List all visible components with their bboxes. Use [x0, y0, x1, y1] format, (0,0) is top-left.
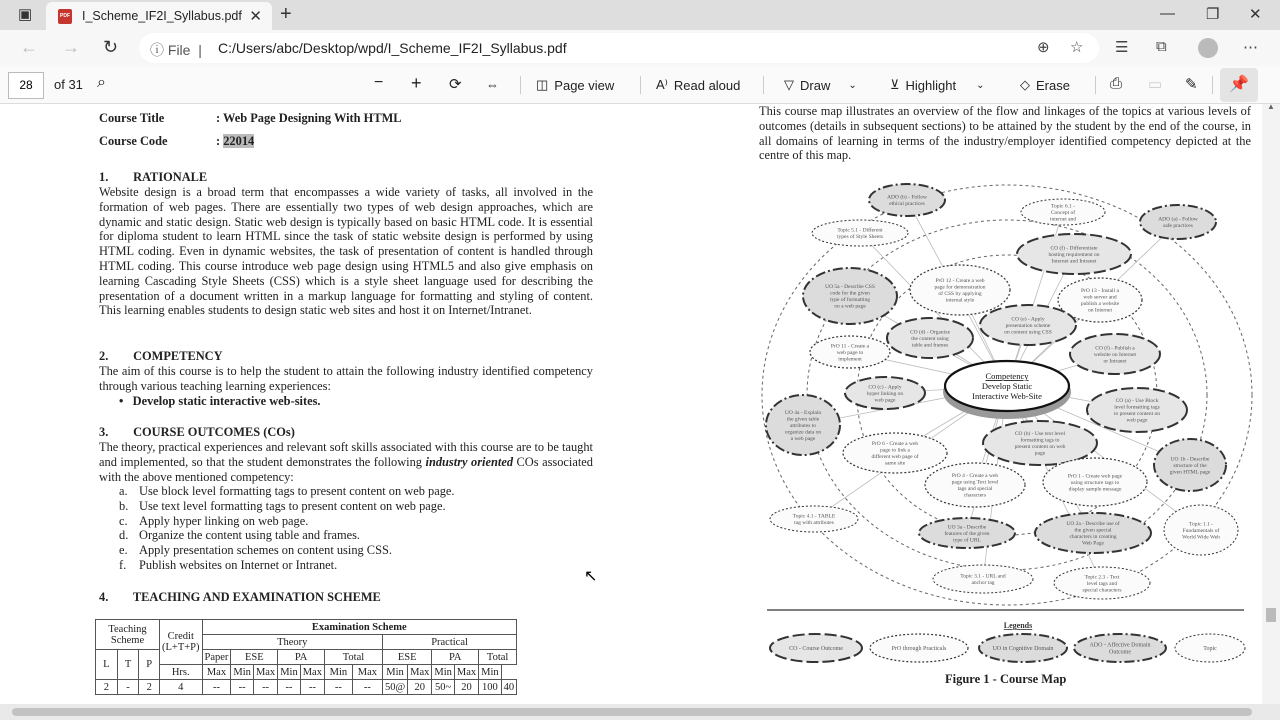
pdf-icon: PDF [58, 9, 72, 24]
outcome-key: f. [119, 557, 127, 572]
more-menu-icon[interactable]: ⋯ [1243, 39, 1258, 56]
map-node-co [845, 377, 925, 409]
node-label-line: the content using [911, 335, 949, 342]
outcome-key: d. [119, 528, 129, 543]
th-min: Min [231, 665, 254, 680]
tab-title: I_Scheme_IF2I_Syllabus.pdf [82, 9, 242, 23]
outcomes-intro-text-end: COs associated with the above mentioned competency: [99, 454, 594, 484]
course-title: : Web Page Designing With HTML [216, 111, 402, 125]
outcome-text: Apply hyper linking on web page. [139, 513, 309, 528]
legend-item [870, 634, 968, 662]
th-min: Min [382, 665, 407, 680]
node-label-line: PrO 12 - Create a web [935, 278, 985, 285]
node-label-line: implement [838, 356, 862, 363]
node-label-line: Outcome [1109, 649, 1131, 656]
zoom-icon[interactable]: ⊕ [1037, 39, 1050, 56]
th-credit: Credit (L+T+P) [160, 620, 203, 665]
section-competency-heading: 2. COMPETENCY [99, 349, 223, 363]
map-node-uo [1154, 439, 1226, 491]
node-label-line: the given special [1074, 527, 1112, 534]
chevron-down-icon[interactable]: ⌄ [848, 79, 857, 91]
competency-text: Interactive Web-Site [972, 391, 1042, 401]
th-min: Min [479, 665, 502, 680]
map-node-pro [810, 336, 890, 368]
highlight-label: Highlight [905, 77, 957, 93]
outcome-text: Organize the content using table and frames. [139, 528, 361, 543]
node-label-line: given HTML page [1169, 469, 1211, 476]
zoom-in-button[interactable]: + [411, 73, 422, 93]
node-label-line: CO (a) - Use Block [1115, 398, 1159, 405]
map-node-pro [925, 463, 1025, 507]
th-theory: Theory [202, 635, 382, 650]
node-label-line: characters in creating [1069, 534, 1117, 541]
node-label-line: CO - Course Outcome [789, 646, 843, 652]
table-cell: -- [300, 680, 324, 695]
table-cell: -- [231, 680, 254, 695]
node-label-line: PrO 11 - Create a [830, 343, 870, 350]
close-tab-icon[interactable]: ✕ [249, 8, 262, 25]
rotate-button[interactable]: ⟳ [449, 76, 462, 93]
outcome-text: Use block level formatting tags to present content on web page. [139, 484, 455, 498]
map-node-pro [1043, 458, 1147, 506]
node-label-line: Topic 5.1 - Different [837, 227, 883, 234]
node-label-line: of CSS by applying [938, 291, 982, 298]
divider [1212, 76, 1213, 94]
tab-actions-icon[interactable]: ▣ [18, 6, 33, 23]
section-scheme-heading: 4. TEACHING AND EXAMINATION SCHEME [99, 590, 381, 604]
map-node-topic [1164, 505, 1238, 555]
node-label-line: code for the given [830, 290, 870, 297]
highlight-button[interactable] [890, 77, 985, 93]
course-code-label: Course Code [99, 134, 168, 148]
outcome-text: Apply presentation schemes on content using CSS. [139, 543, 392, 558]
th-total: Total [324, 650, 382, 665]
map-node-co [1017, 234, 1131, 274]
th-paper: Paper [202, 650, 231, 665]
table-cell: - [117, 680, 139, 695]
map-node-topic [812, 220, 908, 246]
legend-item [979, 634, 1067, 662]
th-teaching: Teaching Scheme [96, 620, 160, 650]
outcome-text: Publish websites on Internet or Intranet. [139, 557, 338, 572]
node-label-line: the given table [786, 416, 820, 423]
map-node-topic [770, 506, 858, 532]
table-cell: -- [253, 680, 277, 695]
divider [640, 76, 641, 94]
node-label-line: hyper linking on [866, 390, 904, 397]
th-min: Min [432, 665, 455, 680]
th-min: Min [278, 665, 301, 680]
outcome-key: a. [119, 484, 128, 498]
map-node-ado [1140, 205, 1216, 239]
node-label-line: web page to [836, 349, 864, 356]
node-label-line: on a web page [834, 303, 866, 310]
node-label-line: internet and [1049, 216, 1077, 223]
map-node-pro [843, 433, 947, 473]
node-label-line: PrO 1 - Create web page [1067, 473, 1123, 480]
th-min: Min [324, 665, 352, 680]
outcome-key: e. [119, 543, 128, 558]
node-label-line: PrO 13 - Install a [1081, 288, 1119, 295]
draw-icon: ▽ [784, 77, 794, 92]
node-label-line: table and frames [911, 342, 949, 349]
node-label-line: website on Internet [1093, 351, 1137, 358]
competency-text: Competency [985, 371, 1029, 381]
refresh-button[interactable]: ↻ [103, 37, 119, 57]
map-node-co [887, 318, 973, 358]
node-label-line: presentation scheme [1005, 322, 1051, 329]
map-node-uo [803, 268, 897, 324]
legend-title: Legends [1003, 621, 1033, 630]
node-label-line: Concept of [1050, 209, 1076, 216]
section-outcomes-heading: 3. COURSE OUTCOMES (COs) [99, 425, 295, 439]
th-total: Total [479, 650, 517, 665]
save-icon[interactable]: ▭ [1148, 76, 1163, 93]
course-map-diagram [0, 104, 1262, 704]
forward-button[interactable]: → [62, 37, 80, 57]
node-label-line: PrO 6 - Create a web [871, 441, 919, 448]
table-cell: 20 [454, 680, 478, 695]
save-as-icon[interactable]: ✎ [1185, 76, 1198, 93]
page-view-label: Page view [554, 77, 615, 93]
node-label-line: internal style [945, 297, 975, 304]
map-node-pro [910, 265, 1010, 315]
th-exam: Examination Scheme [202, 620, 517, 635]
node-label-line: CO (e) - Apply [1011, 316, 1045, 323]
node-label-line: ADO (b) - Follow [887, 194, 927, 201]
map-node-topic [1021, 199, 1105, 225]
node-label-line: Topic 6.1 - [1051, 203, 1075, 210]
node-label-line: special characters [1082, 587, 1122, 594]
table-cell: 50@ [382, 680, 407, 695]
node-label-line: CO (b) - Use text level [1014, 431, 1066, 438]
node-label-line: publish a website [1080, 301, 1120, 308]
table-cell: -- [324, 680, 352, 695]
node-label-line: page for demonstration [934, 284, 986, 291]
node-label-line: Web Page [1081, 540, 1105, 547]
competency-text: The aim of this course is to help the student to attain the following industry identified competency through various teaching learning experiences: [99, 364, 593, 393]
outcomes-intro-text: The theory, practical experiences and relevant soft skills associated with this course are to be taught and implemented, so that the student demonstrates the following [99, 440, 593, 469]
zoom-out-button[interactable]: − [374, 74, 384, 91]
node-label-line: on content using CSS [1004, 329, 1052, 336]
divider [520, 76, 521, 94]
search-icon[interactable]: ⌕ [97, 74, 106, 91]
th-max: Max [454, 665, 478, 680]
outcome-key: c. [119, 513, 128, 528]
divider [1095, 76, 1096, 94]
node-label-line: CO (f) - Differentiate [1050, 245, 1098, 252]
node-label-line: display sample message [1068, 486, 1122, 493]
node-label-line: present content on web [1014, 444, 1066, 451]
course-code-prefix: : [216, 134, 224, 148]
node-label-line: Topic 3.1 - URL and [960, 573, 1006, 580]
th-max: Max [408, 665, 432, 680]
back-button[interactable]: ← [20, 37, 38, 57]
node-label-line: or Intranet [1103, 358, 1127, 365]
legend-item [1175, 634, 1245, 662]
node-label-line: CO (f) - Publish a [1095, 345, 1135, 352]
node-label-line: characters [963, 492, 987, 499]
pin-toolbar-icon[interactable]: 📌 [1220, 68, 1258, 102]
node-label-line: Topic 1.1 - [1189, 521, 1213, 528]
node-label-line: ADO (a) - Follow [1158, 216, 1198, 223]
th-pa: PA [278, 650, 325, 665]
node-label-line: UO 4a - Explain [784, 409, 822, 416]
section-rationale-heading: 1. RATIONALE [99, 170, 208, 184]
node-label-line: Internet and Intranet [1051, 258, 1097, 265]
course-title-label: Course Title [99, 111, 165, 125]
map-node-co [980, 305, 1076, 345]
minimize-button[interactable]: — [1160, 5, 1175, 22]
page-count: of 31 [54, 77, 83, 92]
page-view-button[interactable] [536, 77, 614, 93]
node-label-line: tag with attributes [794, 520, 834, 527]
th-practical: Practical [382, 635, 516, 650]
print-icon[interactable]: ⎙ [1110, 75, 1123, 92]
th-l: L [96, 650, 118, 680]
vertical-scrollbar[interactable]: ▲ [1262, 104, 1280, 704]
map-node-co [983, 421, 1097, 465]
node-label-line: ethical practices [889, 201, 925, 208]
legend-item [770, 634, 862, 662]
table-cell: -- [352, 680, 382, 695]
node-label-line: web server and [1083, 294, 1117, 301]
node-label-line: UO 2a - Describe use of [1066, 521, 1120, 528]
scroll-thumb[interactable] [1266, 608, 1276, 622]
collections-icon[interactable]: ⧉ [1156, 38, 1167, 55]
node-label-line: level formatting tags [1114, 404, 1160, 411]
map-node-uo [1035, 513, 1151, 553]
node-label-line: page using Text level [951, 479, 999, 486]
table-cell: 2 [96, 680, 118, 695]
horizontal-scroll-thumb[interactable] [12, 708, 1252, 716]
node-label-line: PrO 4 - Create a web [951, 473, 999, 480]
draw-label: Draw [800, 77, 831, 93]
node-label-line: page to link a [880, 447, 910, 454]
node-label-line: UO 5a - Describe CSS [825, 284, 875, 291]
node-label-line: Topic [1203, 646, 1217, 652]
outcome-text: Use text level formatting tags to present content on web page. [139, 498, 446, 513]
node-label-line: Fundamentals of [1182, 527, 1220, 534]
table-cell: 50~ [432, 680, 455, 695]
rationale-text: Website design is a broad term that encompasses a wide variety of tasks, all involved in the formation of web pages. There are essentially two types of web design approaches, which are dynamic and static design. Static web design is typically based on basic HTML code. It is essential for diploma student to learn HTML since the task of static website design is performed by using HTML coding. Even in dynamic websites, the task of presentation of content is handled through HTML coding. This course introduce web page design using HTML5 and also give emphasis on learning Cascading Style Sheets (CSS) which is a style sheet language used for describing the presentation of a document written in a markup language for formatting and styling of content. This learning enables students to design static web sites and host it on Internet/Intranet. [99, 185, 593, 318]
th-ese: ESE [382, 650, 431, 665]
table-cell: -- [202, 680, 231, 695]
node-label-line: types of Style Sheets [837, 234, 883, 241]
draw-button[interactable] [784, 77, 857, 93]
node-label-line: organize data on [784, 429, 822, 436]
node-label-line: to present content on [1114, 411, 1160, 418]
node-label-line: page [1034, 450, 1046, 457]
outcome-key: b. [119, 498, 129, 513]
th-max: Max [202, 665, 231, 680]
read-aloud-label: Read aloud [673, 77, 741, 93]
restore-button[interactable]: ❐ [1206, 6, 1220, 23]
node-label-line: hosting requirement on [1048, 251, 1100, 258]
node-label-line: a web page [790, 435, 816, 442]
node-label-line: ADO - Affective Domain [1089, 642, 1151, 649]
node-label-line: anchor tag [971, 580, 995, 587]
node-label-line: World Wide Web [1182, 534, 1220, 541]
node-label-line: attributes to [789, 422, 817, 429]
node-label-line: web page [874, 397, 896, 404]
url-text[interactable]: C:/Users/abc/Desktop/wpd/I_Scheme_IF2I_Syllabus.pdf [218, 40, 567, 56]
eraser-icon: ◇ [1020, 77, 1030, 92]
node-label-line: level tags and [1086, 580, 1118, 587]
page-view-icon: ◫ [536, 77, 549, 92]
favorite-add-icon[interactable]: ☆ [1070, 39, 1084, 56]
competency-bullet-text: Develop static interactive web-sites. [132, 394, 321, 408]
mouse-cursor: ↖ [584, 568, 598, 585]
node-label-line: Topic 4.1 - TABLE [792, 513, 836, 520]
table-cell: 20 [408, 680, 432, 695]
map-node-uo [919, 518, 1015, 548]
erase-button[interactable] [1020, 77, 1070, 93]
node-label-line: formatting tags to [1020, 437, 1060, 444]
map-node-topic [1054, 567, 1150, 599]
file-label: File [167, 42, 191, 58]
node-label-line: PrO through Practicals [891, 646, 947, 652]
erase-label: Erase [1036, 77, 1070, 93]
course-map-intro: This course map illustrates an overview of the flow and linkages of the topics at various levels of outcomes (details in subsequent sections) to be attained by the student by the end of the course, in all domains of learning in terms of the industry/employer identified competency depicted at the centre of this map. [759, 104, 1251, 163]
node-label-line: UO 3a - Describe [947, 524, 987, 531]
tab-strip [0, 0, 1280, 30]
map-node-co [1087, 388, 1187, 432]
read-aloud-icon: A⁾ [656, 77, 668, 92]
th-p: P [139, 650, 160, 680]
new-tab-button[interactable]: + [280, 3, 292, 25]
node-label-line: type of URL [953, 537, 981, 544]
pdf-document [0, 104, 1262, 704]
divider [763, 76, 764, 94]
competency-node [943, 361, 1071, 419]
th-hrs: Hrs. [160, 665, 203, 680]
profile-avatar[interactable] [1198, 38, 1218, 58]
node-label-line: structure of the [1173, 462, 1207, 469]
highlight-icon: ⊻ [890, 77, 900, 92]
node-label-line: safe practices [1163, 223, 1193, 230]
node-label-line: CO (c) - Apply [868, 384, 902, 391]
fit-page-button[interactable]: ⇔ [486, 77, 499, 92]
map-node-topic [933, 565, 1033, 593]
node-label-line: tags and special [957, 486, 993, 493]
th-ese: ESE [231, 650, 278, 665]
map-node-co [1070, 334, 1160, 374]
th-max: Max [253, 665, 277, 680]
read-aloud-button[interactable] [656, 77, 740, 93]
favorites-icon[interactable]: ☰ [1115, 39, 1129, 56]
tab-pdf[interactable] [46, 2, 272, 30]
course-code: 22014 [223, 134, 255, 148]
table-cell: 2 [139, 680, 160, 695]
close-window-button[interactable]: ✕ [1249, 6, 1262, 23]
node-label-line: on Internet [1088, 307, 1112, 314]
figure-caption: Figure 1 - Course Map [945, 672, 1067, 686]
node-label-line: Topic 2.3 - Text [1084, 574, 1120, 581]
node-label-line: using structure tags to [1070, 479, 1120, 486]
node-label-line: CO (d) - Organize [909, 329, 951, 336]
node-label-line: UO 1b - Describe [1170, 456, 1210, 463]
th-max: Max [300, 665, 324, 680]
competency-text: Develop Static [981, 381, 1033, 391]
table-cell: 40 [501, 680, 517, 695]
competency-bullet: • Develop static interactive web-sites. [119, 394, 321, 408]
node-label-line: different web page of [871, 454, 919, 461]
th-pa: PA [432, 650, 479, 665]
chevron-down-icon[interactable]: ⌄ [976, 79, 985, 91]
legend-item [1074, 634, 1166, 662]
node-label-line: type of formatting [829, 297, 871, 304]
map-node-ado [869, 184, 945, 216]
table-cell: 4 [160, 680, 203, 695]
table-cell: 100 [479, 680, 502, 695]
page-number-input[interactable]: 28 [8, 72, 44, 99]
th-t: T [117, 650, 139, 680]
outcomes-intro-emphasis: industry oriented [425, 454, 514, 469]
node-label-line: UO in Cognitive Domain [992, 646, 1054, 652]
table-cell: -- [278, 680, 301, 695]
node-label-line: same site [884, 460, 906, 467]
node-label-line: features of the given [944, 530, 990, 537]
node-label-line: web page [1126, 417, 1148, 424]
map-node-uo [766, 395, 840, 455]
site-info[interactable]: ⓘ File | [150, 42, 202, 58]
th-max: Max [352, 665, 382, 680]
